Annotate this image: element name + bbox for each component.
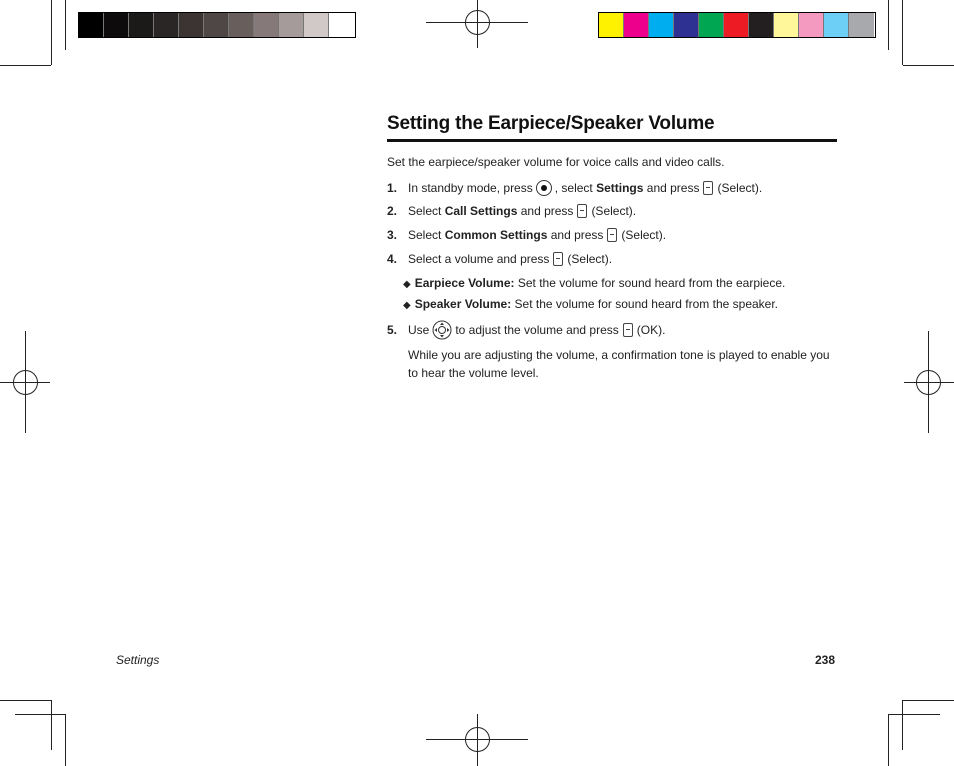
menu-item-settings: Settings [596,181,644,195]
grayscale-swatch [79,13,104,37]
color-swatch [849,13,874,37]
page-number: 238 [815,653,836,667]
intro-text: Set the earpiece/speaker volume for voice calls and video calls. [387,155,725,169]
soft-key-icon [553,252,563,266]
step-text: (Select). [591,204,637,218]
grayscale-swatch [279,13,304,37]
grayscale-swatch [179,13,204,37]
diamond-bullet-icon: ◆ [403,279,411,290]
grayscale-swatch [154,13,179,37]
navigation-key-icon [432,320,452,340]
step-text: to adjust the volume and press [455,323,619,337]
color-swatch [624,13,649,37]
color-swatch [799,13,824,37]
step-1 [387,180,762,196]
color-swatch [724,13,749,37]
color-swatch [749,13,774,37]
option-speaker-volume [403,297,778,311]
option-earpiece-volume [403,276,785,290]
option-label: Earpiece Volume: [414,276,515,290]
color-swatch [824,13,849,37]
step-4 [387,252,612,266]
step-text: and press [520,204,574,218]
step-text: and press [646,181,700,195]
soft-key-icon [577,204,587,218]
step-text: (Select). [621,228,667,242]
grayscale-swatch [254,13,279,37]
grayscale-swatch [204,13,229,37]
center-select-key-icon [536,180,552,196]
option-text: Set the volume for sound heard from the earpiece. [517,276,786,290]
step-text: Select a volume and press [408,252,550,266]
step-text: Select [408,228,442,242]
soft-key-icon [703,181,713,195]
color-swatch [674,13,699,37]
color-swatch [774,13,799,37]
step-text: (OK). [636,323,666,337]
color-swatch [699,13,724,37]
step-3 [387,228,666,242]
grayscale-swatch [329,13,354,37]
step-number: 4. [387,252,398,266]
step-2 [387,204,636,218]
grayscale-swatch [229,13,254,37]
color-calibration-bar [598,12,876,38]
diamond-bullet-icon: ◆ [403,300,411,311]
option-label: Speaker Volume: [414,297,512,311]
soft-key-icon [607,228,617,242]
menu-item-common-settings: Common Settings [444,228,548,242]
step-text: In standby mode, press [408,181,533,195]
soft-key-icon [623,323,633,337]
step-5-note: While you are adjusting the volume, a confirmation tone is played to enable you to hear the volume level. [408,348,830,380]
grayscale-swatch [104,13,129,37]
step-number: 1. [387,181,398,195]
option-text: Set the volume for sound heard from the speaker. [514,297,779,311]
step-text: , select [554,181,593,195]
step-5 [387,320,665,340]
menu-item-call-settings: Call Settings [444,204,518,218]
step-number: 3. [387,228,398,242]
step-text: and press [550,228,604,242]
step-text: Use [408,323,430,337]
grayscale-swatch [129,13,154,37]
color-swatch [649,13,674,37]
step-number: 2. [387,204,398,218]
step-text: (Select). [717,181,763,195]
grayscale-calibration-bar [78,12,356,38]
footer-section-name: Settings [116,653,160,667]
page-title: Setting the Earpiece/Speaker Volume [387,113,837,142]
step-text: (Select). [567,252,613,266]
step-text: Select [408,204,442,218]
color-swatch [599,13,624,37]
grayscale-swatch [304,13,329,37]
step-number: 5. [387,323,398,337]
